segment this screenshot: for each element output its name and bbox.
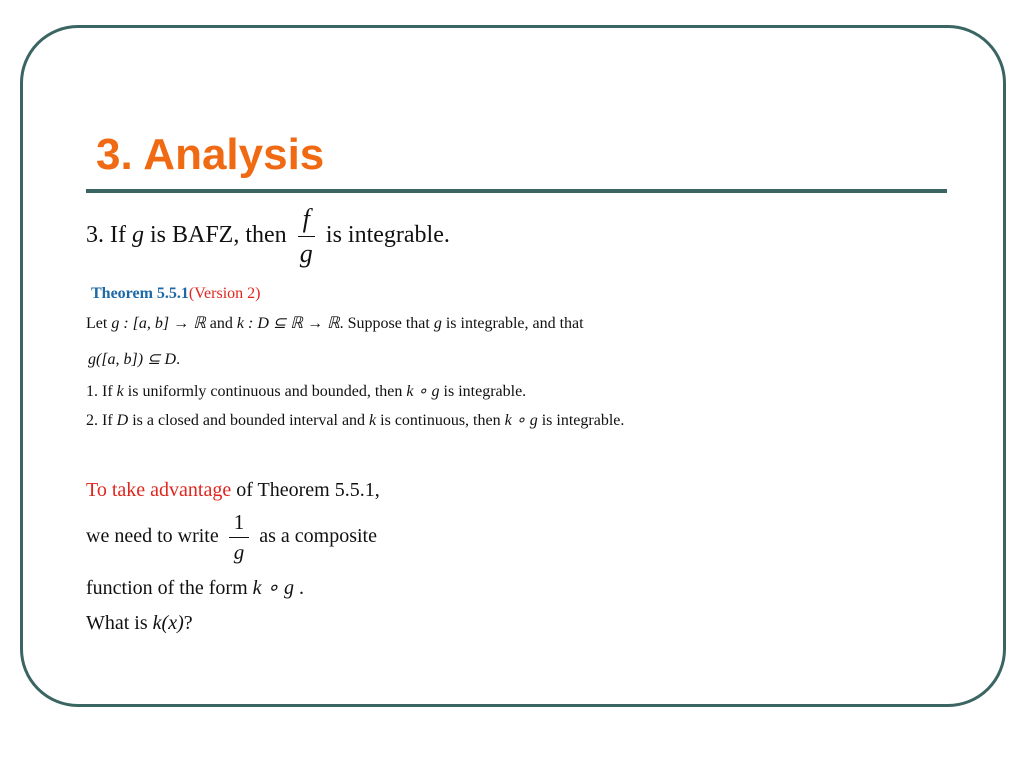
question-line-3-pre: function of the form	[86, 577, 248, 599]
item-1-prefix: 1. If	[86, 383, 113, 400]
item-1-end: is integrable.	[443, 383, 527, 400]
fraction-numerator: f	[298, 204, 315, 237]
theorem-g: g	[433, 315, 442, 332]
question-line-2-pre: we need to write	[86, 525, 219, 548]
item-1-composition: k ∘ g	[406, 383, 440, 400]
question-line-4	[86, 612, 193, 635]
statement-suffix: is integrable.	[325, 222, 450, 249]
theorem-image-subset: g([a, b]) ⊆ D	[88, 351, 177, 368]
statement-var: g	[131, 222, 144, 249]
item-2-prefix: 2. If	[86, 412, 113, 429]
item-2-middle2: is continuous, then	[380, 412, 501, 429]
theorem-g-map: g : [a, b] → ℝ	[111, 315, 206, 332]
question-highlight: To take advantage	[86, 479, 232, 501]
item-1-middle: is uniformly continuous and bounded, then	[127, 383, 403, 400]
fraction-1-denominator: g	[233, 540, 245, 564]
question-line-3-math: k ∘ g	[252, 577, 295, 599]
question-line-1-rest: of Theorem 5.5.1,	[236, 479, 380, 501]
theorem-line-1	[86, 313, 584, 333]
theorem-and: and	[209, 315, 233, 332]
item-2-middle: is a closed and bounded interval and	[132, 412, 366, 429]
question-line-3	[86, 575, 304, 600]
question-line-3-end: .	[299, 577, 305, 599]
theorem-k-map: k : D ⊆ ℝ → ℝ	[236, 315, 340, 332]
item-1-k: k	[116, 383, 124, 400]
theorem-suppose: . Suppose that	[339, 315, 430, 332]
item-2-composition: k ∘ g	[504, 412, 538, 429]
statement-line	[86, 204, 450, 269]
question-line-4-end: ?	[183, 612, 193, 634]
item-2-k: k	[369, 412, 377, 429]
theorem-name: Theorem 5.5.1	[91, 285, 189, 302]
fraction-f-over-g	[298, 204, 315, 269]
theorem-line-2-end: .	[176, 351, 181, 368]
question-line-2	[86, 510, 377, 565]
fraction-1-numerator: 1	[229, 510, 250, 538]
question-line-4-pre: What is	[86, 612, 148, 634]
theorem-line-2	[88, 349, 180, 369]
item-2-end: is integrable.	[541, 412, 625, 429]
item-2-d: D	[116, 412, 129, 429]
slide-title: 3. Analysis	[96, 130, 325, 179]
title-divider	[86, 189, 947, 193]
theorem-tail: is integrable, and that	[445, 315, 584, 332]
question-line-4-math: k(x)	[152, 612, 184, 634]
question-line-1	[86, 479, 380, 502]
statement-middle: is BAFZ, then	[149, 222, 287, 249]
theorem-heading	[91, 285, 260, 303]
theorem-item-2	[86, 410, 624, 430]
theorem-item-1	[86, 381, 526, 401]
statement-prefix: 3. If	[86, 222, 126, 249]
question-line-2-post: as a composite	[259, 525, 377, 548]
fraction-denominator: g	[299, 239, 313, 268]
fraction-1-over-g	[229, 510, 250, 565]
theorem-version: (Version 2)	[188, 285, 261, 302]
theorem-let: Let	[86, 315, 108, 332]
